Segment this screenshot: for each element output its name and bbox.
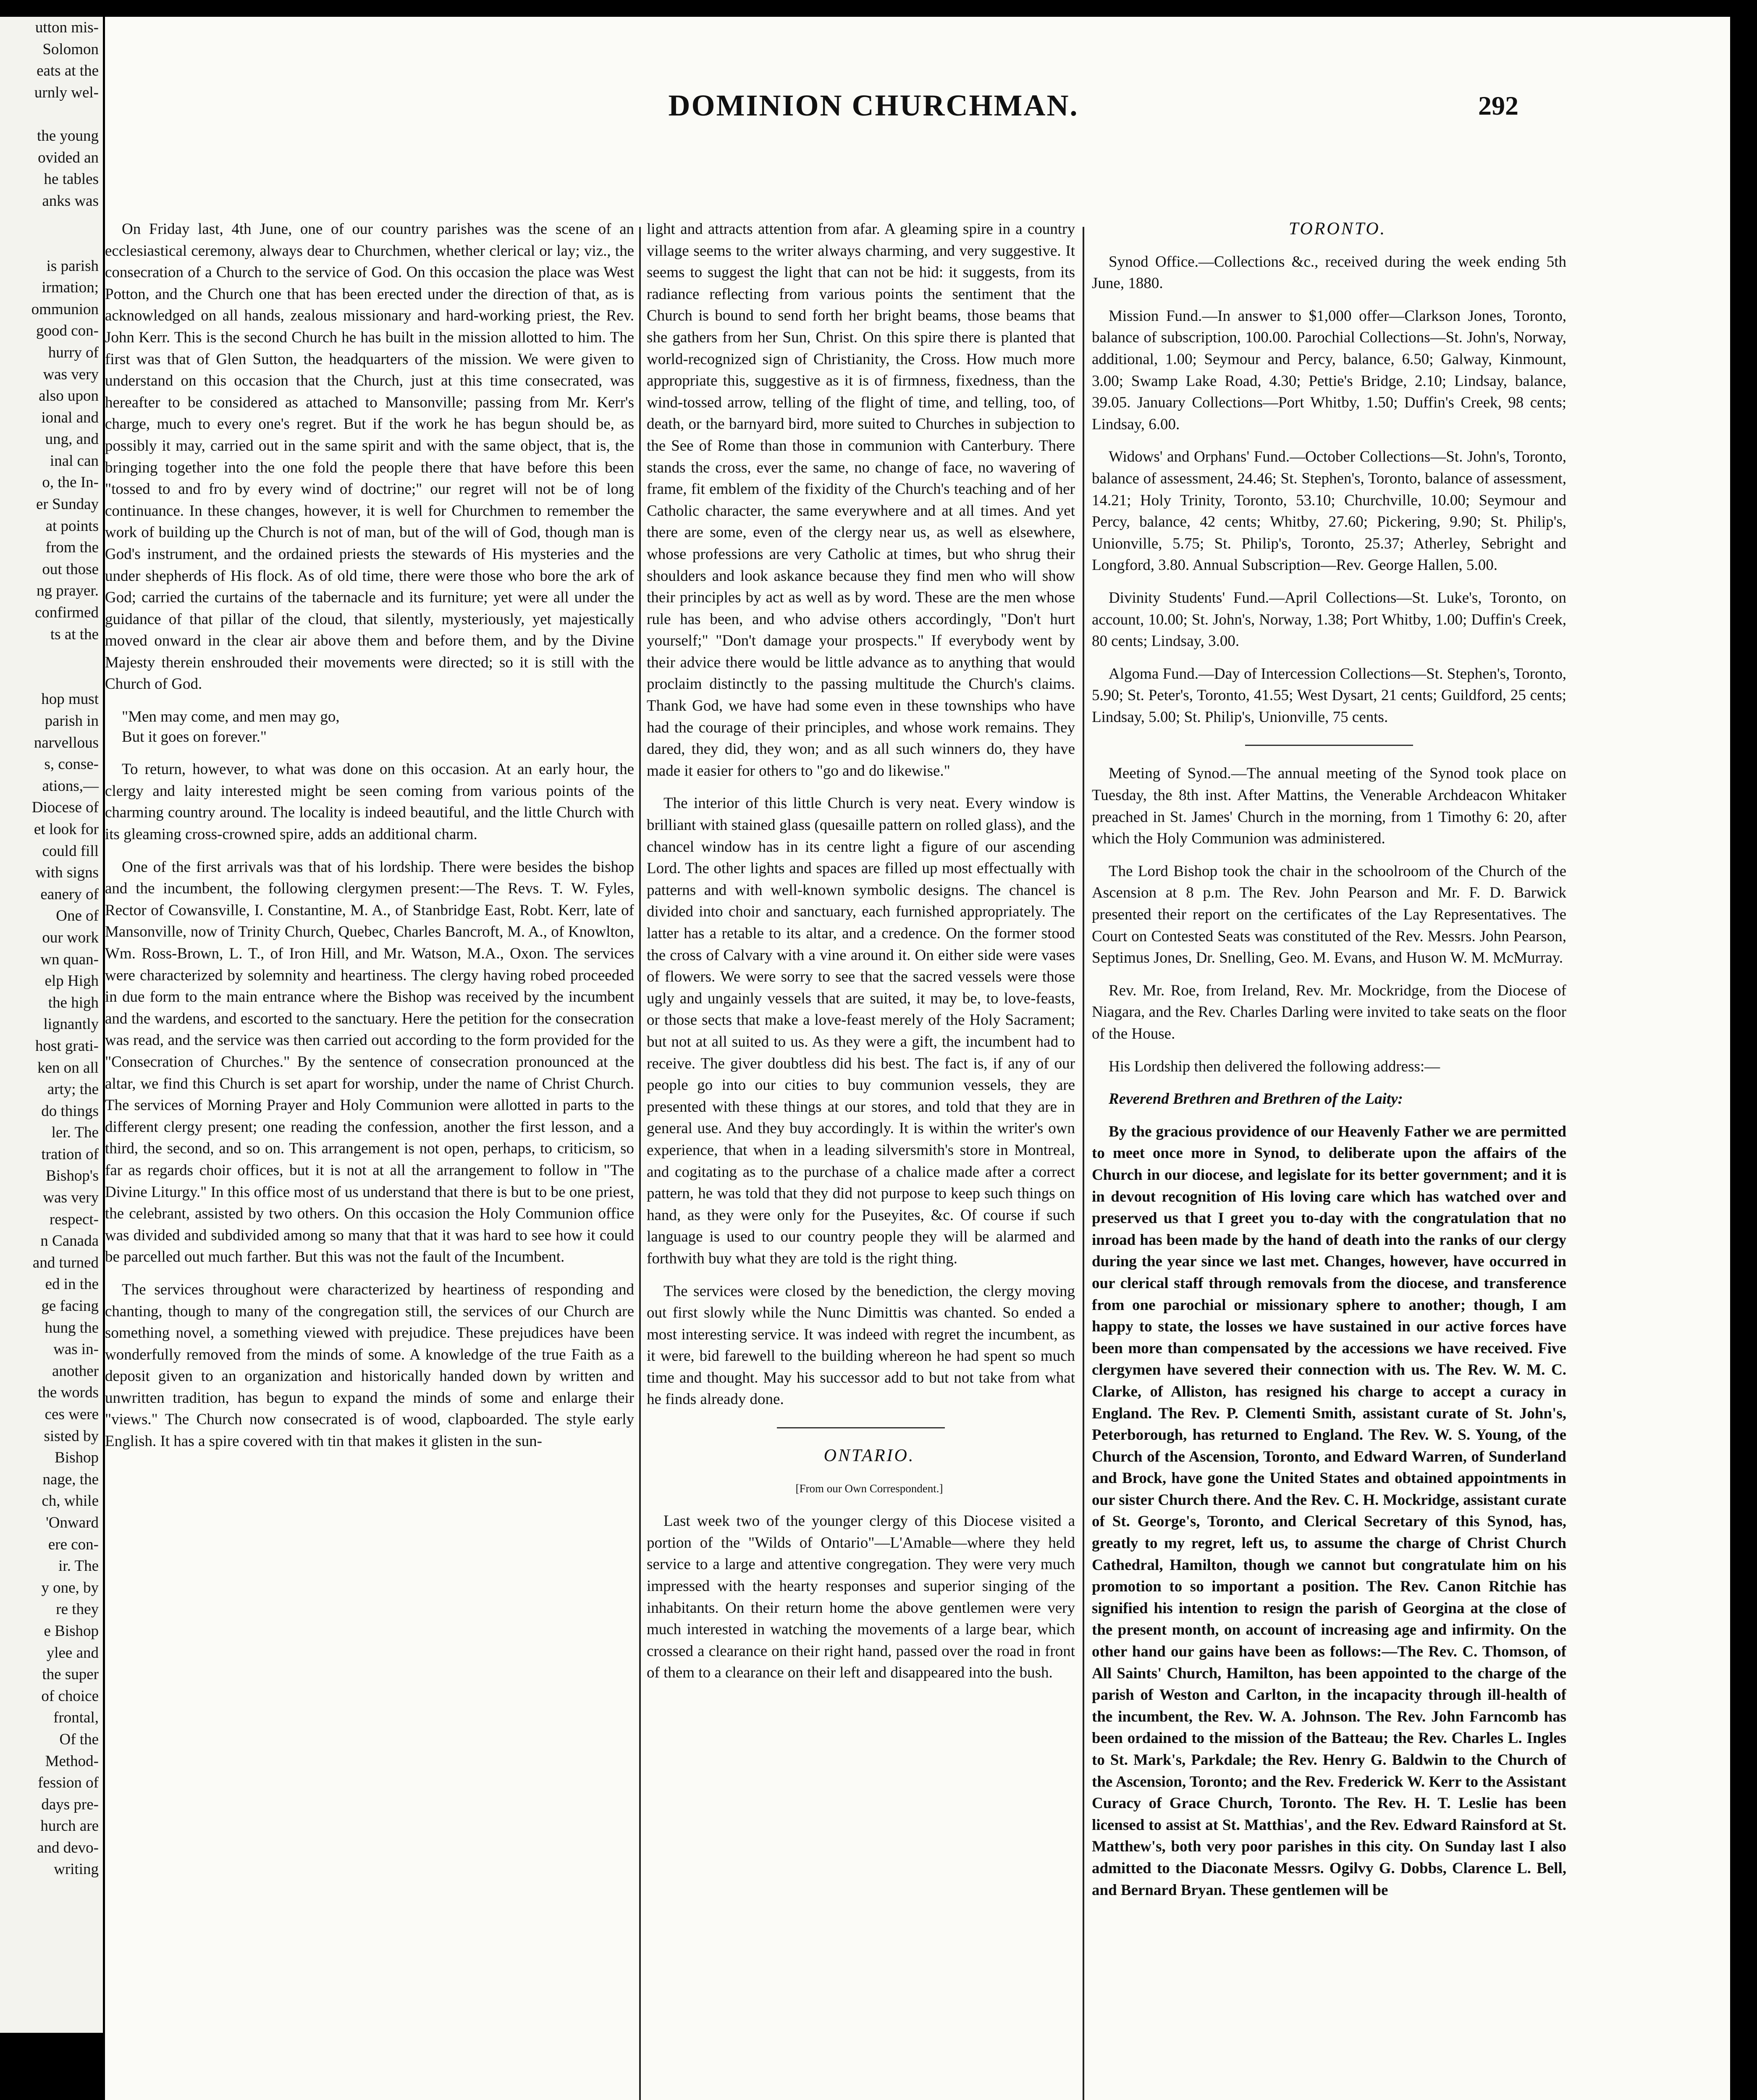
margin-fragment: another [52, 1362, 99, 1380]
margin-fragment: Of the [59, 1730, 99, 1748]
margin-fragment: wn quan- [40, 950, 99, 968]
section-heading: ONTARIO. [823, 1446, 915, 1466]
section-heading: TORONTO. [1288, 219, 1387, 239]
article-paragraph: The Lord Bishop took the chair in the schoolroom of the Church of the Ascension at 8 p.m. The Rev. John Pearson and Mr. F. D. Barwick presented their report on the certificates of the Lay Representatives. The Court on Contested Seats was constituted of the Rev. Messrs. John Pearson, Septimus Jones, Dr. Snelling, Geo. M. Evans, and Huson W. M. McMurray. [1092, 862, 1566, 967]
margin-fragment: ovided an [38, 149, 99, 166]
margin-fragment: our work [42, 929, 99, 946]
margin-fragment: er Sunday [36, 496, 99, 513]
margin-fragment: from the [45, 539, 99, 556]
section-subheading: [From our Own Correspondent.] [795, 1482, 943, 1495]
article-paragraph: light and attracts attention from afar. A gleaming spire in a country village seems to the writer always charming, and very suggestive. It seems to suggest the light that can not be hid: it suggests, from its radiance reflecting from various points the sentiment that the Church is bound to send forth her bright beams, those beams that she gathers from her Sun, Christ. On this spire there is planted that world-recognized sign of Christianity, the Cross. How much more appropriate this, suggestive as it is of firmness, fixedness, than the wind-tossed arrow, telling of the flight of time, and telling, too, of death, or the barnyard bird, more suited to Churches in subjection to the See of Rome than those in communion with Canterbury. There stands the cross, ever the same, no change of face, no wavering of frame, fit emblem of the fixidity of the Church's teaching and of her Catholic character, the same everywhere and at all times. And yet there are some, even of the clergy near us, as well as elsewhere, whose professions are very Catholic at times, but who shrug their shoulders and look askance because they find men who will show their principles by act as well as by word. These are the men whose rule has been, and who advise others accordingly, "Don't hurt yourself;" "Don't damage your prospects." If everybody went by their advice there would be little advance as to anything that would proclaim distinctly to the passing multitude the Church's claims. Thank God, we have had some even in these townships who have had the courage of their principles, and whose work remains. They dared, they did, they won; and as all such winners do, they have made it easier for others to "go and do likewise." [647, 220, 1075, 780]
margin-fragment: irmation; [42, 279, 99, 297]
margin-fragment: host grati- [35, 1037, 99, 1055]
column-rule [639, 227, 641, 2100]
margin-fragment: hung the [45, 1319, 99, 1336]
margin-fragment: tration of [41, 1145, 99, 1163]
margin-fragment: ylee and [46, 1644, 99, 1662]
margin-fragment: hop must [41, 690, 99, 708]
column-2 [647, 218, 1075, 2100]
margin-fragment: was very [43, 1189, 99, 1207]
margin-fragment: ir. The [58, 1557, 99, 1575]
margin-fragment: ch, while [42, 1492, 99, 1510]
margin-fragment: lignantly [43, 1016, 99, 1033]
margin-fragment: could fill [42, 842, 99, 860]
article-paragraph: Rev. Mr. Roe, from Ireland, Rev. Mr. Mockridge, from the Diocese of Niagara, and the Rev. Charles Darling were invited to take seats on the floor of the House. [1092, 982, 1566, 1042]
notice-paragraph: Widows' and Orphans' Fund.—October Collections—St. John's, Toronto, balance of assessment, 24.46; St. Stephen's, Toronto, balance of assessment, 14.21; Holy Trinity, Toronto, 53.10; Churchville, 10.00; Seymour and Percy, balance, 42 cents; Whitby, 27.60; Pickering, 9.90; St. Philip's, Unionville, 5.75; St. Philip's, Toronto, 25.37; Atherley, Sebright and Longford, 3.80. Annual Subscription—Rev. George Hallen, 5.00. [1092, 448, 1566, 574]
margin-fragment [0, 103, 103, 125]
margin-fragment: was in- [53, 1341, 99, 1358]
margin-fragment: Solomon [42, 40, 99, 58]
margin-fragment [0, 645, 103, 667]
margin-fragment [0, 212, 103, 234]
margin-fragment: arty; the [47, 1081, 99, 1098]
article-paragraph: One of the first arrivals was that of his lordship. There were besides the bishop and the incumbent, the following clergymen present:—The Revs. T. W. Fyles, Rector of Cowansville, I. Constantine, M. A., of Stanbridge East, Robt. Kerr, late of Mansonville, now of Trinity Church, Quebec, Charles Bancroft, M. A., of Knowlton, Wm. Ross-Brown, L. T., of Iron Hill, and Mr. Watson, M.A., Oxon. The services were characterized by solemnity and heartiness. The clergy having robed proceeded in due form to the main entrance where the Bishop was received by the incumbent and the wardens, and escorted to the sanctuary. Here the petition for the consecration was read, and the service was then carried out according to the form provided for the "Consecration of Churches." By the sentence of consecration pronounced at the altar, we find this Church is set apart for worship, under the name of Christ Church. The services of Morning Prayer and Holy Communion were allotted in parts to the different clergy present; one reading the confession, another the first lesson, and a third, the second, and so on. This arrangement is not open, perhaps, to criticism, so far as regards choir offices, but it is not at all the arrangement to follow in "The Divine Liturgy." In this office most of us understand that there is but to be one priest, the celebrant, assisted by two others. On this occasion the Holy Communion office was divided and subdivided among so many that that it was hard to see how it could be parcelled out much farther. But this was not the fault of the Incumbent. [105, 858, 634, 1266]
article-paragraph: Meeting of Synod.—The annual meeting of the Synod took place on Tuesday, the 8th inst. After Mattins, the Venerable Archdeacon Whitaker preached in St. James' Church in the morning, from 1 Timothy 6: 20, after which the Holy Communion was administered. [1092, 765, 1566, 848]
margin-fragment: good con- [36, 322, 99, 340]
article-paragraph: His Lordship then delivered the following address:— [1109, 1058, 1440, 1075]
margin-fragment: inal can [50, 452, 99, 470]
article-paragraph: The services throughout were characterized by heartiness of responding and chanting, though to many of the congregation still, the services of our Church are something novel, a something viewed with prejudice. These prejudices have been wonderfully removed from the minds of some. A knowledge of the true Faith as a deposit given to an organization and historically handed down by written and unwritten tradition, has begun to expand the minds of some and enlarge their "views." The Church now consecrated is of wood, clapboarded. The style early English. It has a spire covered with tin that makes it glisten in the sun- [105, 1281, 634, 1450]
margin-fragment: nage, the [42, 1470, 99, 1488]
margin-fragment: ommunion [31, 300, 99, 318]
article-paragraph: Last week two of the younger clergy of this Diocese visited a portion of the "Wilds of Ontario"—L'Amable—where they held service to a large and attentive congregation. They were very much impressed with the hearty responses and superior singing of the inhabitants. On their return home the above gentlemen were very much interested in watching the movements of a large bear, which crossed a clearance on their right hand, passed over the road in front of them to a clearance on their left and disappeared into the bush. [647, 1512, 1075, 1682]
address-salutation: Reverend Brethren and Brethren of the Laity: [1109, 1090, 1403, 1108]
margin-fragment: y one, by [41, 1579, 99, 1596]
column-1 [105, 218, 634, 2100]
margin-fragment: also upon [39, 387, 99, 405]
margin-fragment: at points [45, 517, 99, 535]
margin-fragment: confirmed [34, 604, 99, 622]
margin-fragment: anks was [42, 192, 99, 210]
margin-fragment: Diocese of [31, 799, 99, 816]
margin-fragment: ler. The [51, 1124, 99, 1142]
verse-line: "Men may come, and men may go, [122, 708, 340, 726]
margin-fragment: do things [41, 1102, 99, 1120]
margin-fragment: hurch are [40, 1817, 99, 1835]
margin-fragment: the high [48, 994, 99, 1011]
margin-fragment: One of [56, 907, 99, 925]
margin-fragment: the words [38, 1384, 99, 1402]
margin-fragment: ed in the [45, 1276, 99, 1293]
margin-fragment: ts at the [50, 625, 99, 643]
margin-fragment: the young [37, 127, 99, 144]
section-divider [1245, 745, 1413, 746]
margin-fragment: o, the In- [42, 474, 99, 491]
margin-fragment: and turned [32, 1254, 99, 1271]
margin-fragment: was very [43, 365, 99, 383]
margin-fragment: et look for [34, 820, 99, 838]
margin-fragment: frontal, [53, 1709, 99, 1727]
margin-fragment: narvellous [34, 734, 99, 751]
notice-paragraph: Synod Office.—Collections &c., received during the week ending 5th June, 1880. [1092, 253, 1566, 292]
section-divider [777, 1427, 945, 1428]
notice-paragraph: Divinity Students' Fund.—April Collections—St. Luke's, Toronto, on account, 10.00; St. John's, Norway, 1.38; Port Whitby, 1.00; Duffin's Creek, 80 cents; Lindsay, 3.00. [1092, 589, 1566, 650]
margin-fragment: eats at the [37, 62, 99, 80]
margin-fragment: 'Onward [46, 1514, 99, 1531]
address-text: By the gracious providence of our Heavenly Father we are permitted to meet once more in Synod, to deliberate upon the affairs of the Church in our diocese, and legislate for its better government; and it is in devout recognition of His loving care which has watched over and preserved us that I greet you to-day with the congratulation that no inroad has been made by the hand of death into the ranks of our clergy during the year since we last met. Changes, however, have occurred in our clerical staff through removals from the diocese, and transference from one parochial or missionary sphere to another; though, I am happy to state, the losses we have sustained in our active forces have been more than compensated by the accessions we have received. Five clergymen have severed their connection with us. The Rev. W. M. C. Clarke, of Alliston, has resigned his charge to accept a curacy in England. The Rev. P. Clementi Smith, assistant curate of St. John's, Peterborough, has returned to England. The Rev. W. S. Young, of the Church of the Ascension, Toronto, and Edward Warren, of Sunderland and Brock, have gone the United States and obtained appointments in our sister Church there. And the Rev. C. H. Mockridge, assistant curate of St. George's, Toronto, and Clerical Secretary of this Synod, has, greatly to my regret, left us, to assume the charge of Christ Church Cathedral, Hamilton, though we cannot but congratulate him on his promotion to so important a position. The Rev. Canon Ritchie has signified his intention to resign the parish of Georgina at the close of the present month, on account of increasing age and infirmity. On the other hand our gains have been as follows:—The Rev. C. Thomson, of All Saints' Church, Hamilton, has been appointed to the charge of the parish of Weston and Carlton, in the incapacity through ill-health of the incumbent, the Rev. W. A. Johnson. The Rev. John Farncomb has been ordained to the mission of the Batteau; the Rev. Charles L. Ingles to St. Mark's, Parkdale; the Rev. Henry G. Baldwin to the Church of the Ascension, Toronto; and the Rev. Frederick W. Kerr to the Assistant Curacy of Grace Church, Toronto. The Rev. H. T. Leslie has been licensed to assist at St. Matthias', and the Rev. Edward Rainsford at St. Matthew's, both very poor parishes in this city. On Sunday last I also admitted to the Diaconate Messrs. Ogilvy G. Dobbs, Clarence L. Bell, and Bernard Bryan. These gentlemen will be [1092, 1123, 1566, 1899]
margin-fragment: ung, and [45, 430, 99, 448]
margin-fragment: elp High [45, 972, 99, 990]
margin-fragment: ations,— [42, 777, 99, 795]
margin-fragment: s, conse- [44, 756, 99, 773]
margin-fragment: out those [42, 560, 99, 578]
article-paragraph: The interior of this little Church is very neat. Every window is brilliant with stained glass (quesaille pattern on rolled glass), and the chancel window has in its centre light a figure of our ascending Lord. The other lights and spaces are filled up most effectually with patterns and with well-known symbolic designs. The chancel is divided into choir and sanctuary, each furnished appropriately. The latter has a retable to its altar, and a credence. On the former stood the cross of Calvary with a vine around it. On either side were vases of flowers. We were sorry to see that the sacred vessels were those ugly and ungainly vessels that are suited, it may be, to love-feasts, or those sects that make a love-feast merely of the Holy Sacrament; but not at all suited to us. As they were a gift, the incumbent had to receive. The giver doubtless did his best. The fact is, if any of our people go into our cities to buy communion vessels, they are presented with these things at our stores, and told that they are in general use. And they buy accordingly. It is within the writer's own experience, that when in a leading silversmith's store in Montreal, and cogitating as to the purchase of a chalice made after a correct pattern, he was told that they did not purpose to keep such things on hand, as they were only for the Puseyites, &c. Of course if such language is used to our country people they will be alarmed and forthwith buy what they are told is the right thing. [647, 795, 1075, 1267]
margin-fragment: Method- [45, 1752, 99, 1770]
notice-paragraph: Mission Fund.—In answer to $1,000 offer—Clarkson Jones, Toronto, balance of subscription, 100.00. Parochial Collections—St. John's, Norway, additional, 1.00; Seymour and Percy, balance, 6.50; Galway, Kinmount, 3.00; Swamp Lake Road, 4.30; Pettie's Bridge, 2.10; Lindsay, balance, 39.05. January Collections—Port Whitby, 1.50; Duffin's Creek, 98 cents; Lindsay, 6.00. [1092, 307, 1566, 433]
article-paragraph: The services were closed by the benediction, the clergy moving out first slowly while the Nunc Dimittis was chanted. So ended a most interesting service. It was indeed with regret the incumbent, as it were, bid farewell to the building whereon he had spent so much time and thought. May his successor add to but not take from what he finds already done. [647, 1282, 1075, 1408]
adjacent-page-margin [0, 17, 103, 2033]
margin-fragment: e Bishop [44, 1622, 99, 1640]
margin-fragment: utton mis- [35, 19, 99, 36]
notice-paragraph: Algoma Fund.—Day of Intercession Collections—St. Stephen's, Toronto, 5.90; St. Peter's, Toronto, 41.55; West Dysart, 21 cents; Guildford, 25 cents; Lindsay, 5.00; St. Philip's, Unionville, 75 cents. [1092, 665, 1566, 726]
verse-line: But it goes on forever." [122, 728, 267, 746]
margin-fragment: n Canada [40, 1232, 99, 1250]
column-3 [1092, 218, 1566, 2100]
margin-fragment: urnly wel- [34, 84, 99, 101]
margin-fragment: of choice [41, 1687, 99, 1705]
masthead: DOMINION CHURCHMAN. [668, 89, 1079, 122]
page-number: 292 [1478, 91, 1518, 121]
margin-fragment: the super [42, 1666, 99, 1683]
margin-fragment: and devo- [37, 1839, 99, 1856]
margin-fragment: ces were [45, 1406, 99, 1423]
margin-fragment: ng prayer. [37, 582, 99, 600]
article-paragraph: To return, however, to what was done on this occasion. At an early hour, the clergy and laity interested might be seen coming from various points of the charming country around. The locality is indeed beautiful, and the little Church with its gleaming cross-crowned spire, adds an additional charm. [105, 761, 634, 843]
article-paragraph: On Friday last, 4th June, one of our country parishes was the scene of an ecclesiastical ceremony, always dear to Churchmen, whether clerical or lay; viz., the consecration of a Church to the service of God. On this occasion the place was West Potton, and the Church one that has been erected under the direction of that, as is acknowledged on all hands, zealous missionary and hard-working priest, the Rev. John Kerr. This is the second Church he has built in the mission allotted to him. The first was that of Glen Sutton, the headquarters of the mission. We were given to understand on this occasion that the Church, just at this time consecrated, was hereafter to be considered as attached to Mansonville; passing from Mr. Kerr's charge, much to every one's regret. But if the work he has begun should be, as possibly it may, carried out in the same spirit and with the same object, that is, the bringing together into the one fold the people there that have before this been "tossed to and fro by every wind of doctrine;" our regret will not be of long continuance. In these changes, however, it is well for Churchmen to remember the work of building up the Church is not of man, but of the will of God, though man is God's instrument, and the ordained priests the stewards of His mysteries and the under shepherds of His flock. As of old time, there were those who bore the ark of God; carried the curtains of the tabernacle and its furniture; yet were all under the guidance of that pillar of the cloud, that silently, mysteriously, yet majestically moved onward in the clear air above them and before them, and by the Divine Majesty therein enshrouded their movements were directed; so it is still with the Church of God. [105, 220, 634, 693]
margin-fragment: ken on all [37, 1059, 99, 1076]
margin-fragment: he tables [44, 171, 99, 188]
margin-fragment: ere con- [48, 1536, 99, 1553]
margin-fragment: fession of [38, 1774, 99, 1792]
margin-fragment: ional and [41, 409, 99, 426]
margin-fragment: re they [56, 1601, 99, 1618]
margin-fragment: Bishop [55, 1449, 99, 1467]
margin-fragment: sisted by [44, 1427, 99, 1445]
column-rule [1083, 227, 1084, 2100]
margin-fragment: writing [54, 1861, 99, 1878]
margin-fragment: Bishop's [46, 1167, 99, 1185]
margin-fragment: days pre- [41, 1796, 99, 1813]
margin-fragment: eanery of [40, 885, 99, 903]
margin-fragment: hurry of [48, 344, 99, 361]
margin-fragment: with signs [35, 864, 99, 882]
margin-fragment: parish in [45, 712, 99, 730]
margin-fragment [0, 234, 103, 255]
margin-fragment: ge facing [41, 1297, 99, 1315]
margin-fragment [0, 667, 103, 689]
margin-fragment: is parish [46, 257, 99, 275]
margin-fragment: respect- [49, 1210, 99, 1228]
